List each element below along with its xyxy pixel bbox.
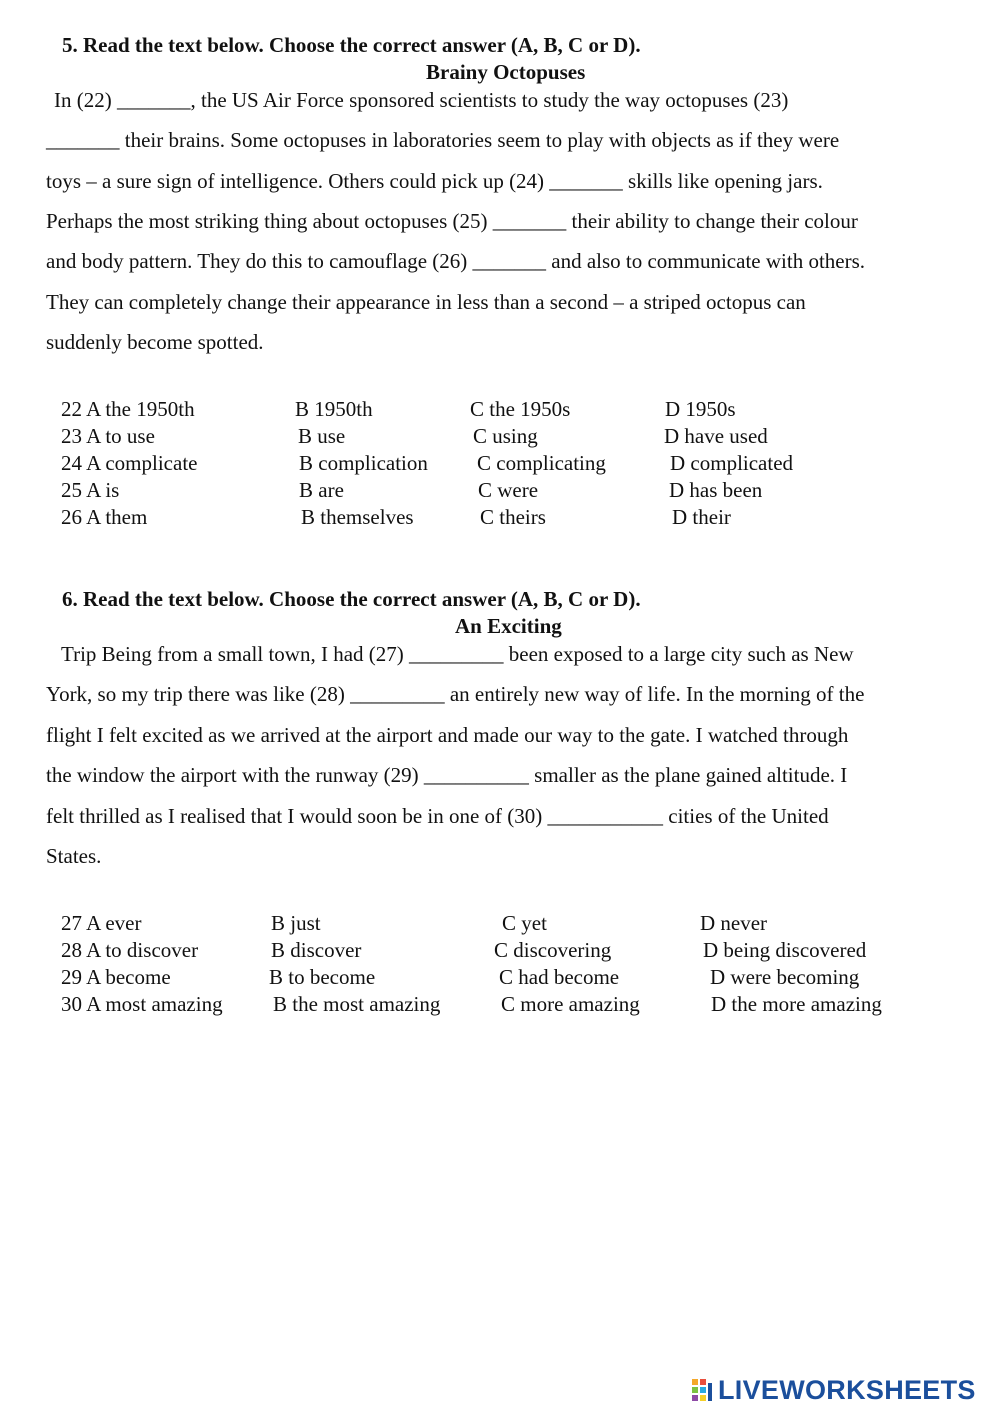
- passage-line: In (22) _______, the US Air Force sponsored scientists to study the way octopuses (23): [54, 88, 789, 112]
- passage-line: They can completely change their appearance in less than a second – a striped octopus can: [46, 290, 806, 314]
- passage-line: York, so my trip there was like (28) _________ an entirely new way of life. In the morning of the: [46, 682, 865, 706]
- option-d[interactable]: D has been: [669, 478, 763, 502]
- option-c[interactable]: C the 1950s: [470, 397, 571, 421]
- passage-line: suddenly become spotted.: [46, 330, 264, 354]
- option-b[interactable]: B use: [298, 424, 346, 448]
- option-d[interactable]: D 1950s: [665, 397, 736, 421]
- passage-line: States.: [46, 844, 102, 868]
- liveworksheets-logo-icon: [692, 1379, 714, 1403]
- option-a[interactable]: 27 A ever: [61, 911, 142, 935]
- option-c[interactable]: C using: [473, 424, 538, 448]
- option-c[interactable]: C theirs: [480, 505, 546, 529]
- option-c[interactable]: C more amazing: [501, 992, 640, 1016]
- passage-line: _______ their brains. Some octopuses in laboratories seem to play with objects as if they were: [46, 128, 840, 152]
- option-b[interactable]: B discover: [271, 938, 362, 962]
- option-a[interactable]: 22 A the 1950th: [61, 397, 195, 421]
- option-a[interactable]: 25 A is: [61, 478, 120, 502]
- option-b[interactable]: B themselves: [301, 505, 414, 529]
- option-d[interactable]: D their: [672, 505, 731, 529]
- passage-line: toys – a sure sign of intelligence. Others could pick up (24) _______ skills like opening jars.: [46, 169, 823, 193]
- option-a[interactable]: 29 A become: [61, 965, 171, 989]
- option-a[interactable]: 30 A most amazing: [61, 992, 223, 1016]
- passage-line: the window the airport with the runway (29) __________ smaller as the plane gained altitude. I: [46, 763, 848, 787]
- option-a[interactable]: 26 A them: [61, 505, 148, 529]
- liveworksheets-wordmark: LIVEWORKSHEETS: [718, 1375, 976, 1405]
- option-c[interactable]: C were: [478, 478, 539, 502]
- passage-line: flight I felt excited as we arrived at the airport and made our way to the gate. I watched through: [46, 723, 849, 747]
- passage-line: and body pattern. They do this to camouflage (26) _______ and also to communicate with others.: [46, 249, 866, 273]
- option-d[interactable]: D were becoming: [710, 965, 860, 989]
- liveworksheets-logo[interactable]: [690, 1374, 990, 1406]
- section-5-title: Brainy Octopuses: [426, 60, 586, 84]
- option-c[interactable]: C had become: [499, 965, 620, 989]
- option-a[interactable]: 28 A to discover: [61, 938, 199, 962]
- option-d[interactable]: D complicated: [670, 451, 794, 475]
- passage-line: Trip Being from a small town, I had (27) _________ been exposed to a large city such as New: [61, 642, 854, 666]
- section-5-heading: 5. Read the text below. Choose the correct answer (A, B, C or D).: [62, 33, 641, 57]
- option-b[interactable]: B are: [299, 478, 344, 502]
- option-b[interactable]: B just: [271, 911, 321, 935]
- option-a[interactable]: 24 A complicate: [61, 451, 198, 475]
- option-d[interactable]: D never: [700, 911, 768, 935]
- passage-line: felt thrilled as I realised that I would soon be in one of (30) ___________ cities of the United: [46, 804, 829, 828]
- option-b[interactable]: B complication: [299, 451, 428, 475]
- option-b[interactable]: B the most amazing: [273, 992, 441, 1016]
- option-b[interactable]: B to become: [269, 965, 376, 989]
- section-6-heading: 6. Read the text below. Choose the correct answer (A, B, C or D).: [62, 587, 641, 611]
- option-d[interactable]: D the more amazing: [711, 992, 882, 1016]
- option-d[interactable]: D have used: [664, 424, 768, 448]
- option-b[interactable]: B 1950th: [295, 397, 373, 421]
- passage-line: Perhaps the most striking thing about octopuses (25) _______ their ability to change their colour: [46, 209, 858, 233]
- option-c[interactable]: C discovering: [494, 938, 612, 962]
- option-a[interactable]: 23 A to use: [61, 424, 155, 448]
- option-c[interactable]: C yet: [502, 911, 547, 935]
- section-6-title: An Exciting: [455, 614, 562, 638]
- option-c[interactable]: C complicating: [477, 451, 606, 475]
- option-d[interactable]: D being discovered: [703, 938, 867, 962]
